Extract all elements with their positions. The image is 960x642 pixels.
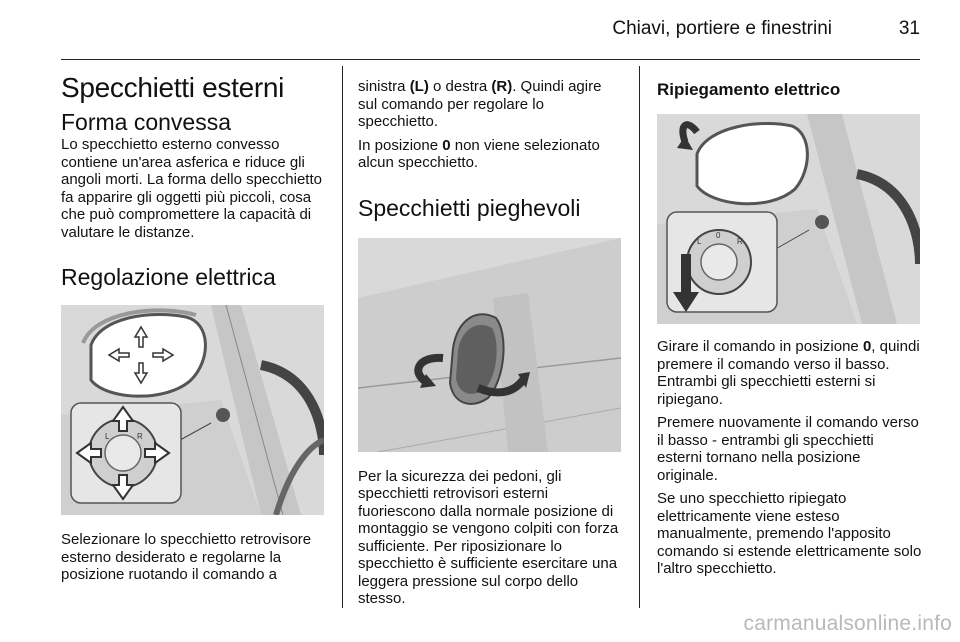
convex-paragraph: Lo specchietto esterno convesso contiene un'area asferica e riduce gli angoli morti. La forma dello specchietto fa apparire gli oggetti più piccoli, cosa che può compromettere la capacità di valutare le distanze.: [61, 136, 322, 241]
manual-extend-paragraph: Se uno specchietto ripiegato elettricamente viene esteso manualmente, premendo l'apposito comando si estende elettricamente solo l'altro specchietto.: [657, 490, 922, 577]
heading-regolazione-elettrica: Regolazione elettrica: [61, 264, 276, 290]
fold-switch-label-l: L: [697, 237, 702, 246]
key-right: (R): [491, 78, 513, 95]
key-zero-fold: 0: [862, 338, 872, 355]
column-1: [61, 72, 326, 584]
column-3: [657, 72, 922, 578]
column-divider-2: [639, 66, 640, 608]
adjust-switch-label-l: L: [105, 432, 110, 441]
page-number: 31: [898, 18, 920, 39]
footer-watermark-url: carmanualsonline.info: [743, 612, 952, 635]
folding-mirror-figure: [358, 238, 621, 452]
folding-paragraph: Per la sicurezza dei pedoni, gli specchietti retrovisori esterni fuoriescono dalla normale posizione di montaggio se vengono colpiti con forza sufficiente. Per riposizionare lo specchietto è sufficiente esercitare una leggera pressione sul corpo dello stesso.: [358, 467, 619, 607]
adjust-switch-label-r: R: [137, 432, 143, 441]
subheading-forma-convessa: Forma convessa: [61, 109, 232, 135]
key-left: (L): [409, 78, 429, 95]
unfold-paragraph: Premere nuovamente il comando verso il basso - entrambi gli specchietti esterni tornano nella posizione originale.: [657, 414, 919, 484]
adjust-paragraph: Selezionare lo specchietto retrovisore esterno desiderato e regolarne la posizione ruotando il comando a: [61, 531, 312, 583]
fold-switch-label-0: 0: [716, 231, 721, 240]
header-rule: [61, 59, 920, 60]
mirror-adjustment-figure: [61, 305, 324, 515]
position-zero-paragraph: In posizione 0 non viene selezionato alcun specchietto.: [358, 136, 600, 171]
fold-instruction-paragraph: Girare il comando in posizione 0, quindi premere il comando verso il basso. Entrambi gli specchietti esterni si ripiegano.: [657, 338, 920, 408]
column-2: [358, 78, 623, 608]
adjust-continued-paragraph: sinistra (L) o destra (R). Quindi agire sul comando per regolare lo specchietto.: [358, 78, 602, 130]
heading-specchietti-pieghevoli: Specchietti pieghevoli: [358, 194, 581, 221]
key-zero: 0: [442, 136, 451, 154]
header-title: Chiavi, portiere e finestrini: [612, 18, 832, 39]
fold-switch-label-r: R: [737, 237, 743, 246]
heading-ripiegamento-elettrico: Ripiegamento elettrico: [657, 80, 841, 99]
section-heading-specchietti-esterni: Specchietti esterni: [61, 72, 285, 103]
electric-folding-figure: [657, 114, 920, 324]
column-divider-1: [342, 66, 343, 608]
